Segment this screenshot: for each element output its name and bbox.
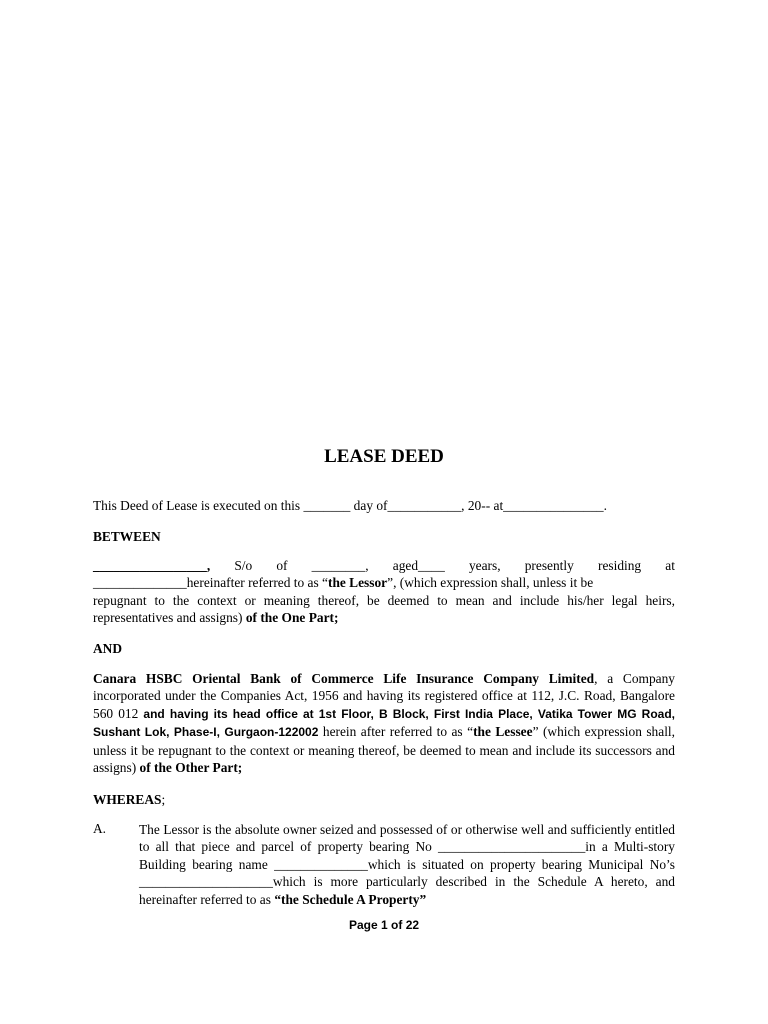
lessor-word: residing xyxy=(597,558,642,573)
lessor-name-blank: _________________, xyxy=(93,558,211,573)
other-part-label: of the Other Part; xyxy=(139,760,243,776)
lessor-line-rest xyxy=(93,592,675,627)
whereas-label: WHEREAS xyxy=(93,792,162,807)
of-word: of xyxy=(391,918,403,932)
lessor-line-2 xyxy=(93,574,675,591)
lessee-term: the Lessee xyxy=(473,724,533,740)
page-number: 1 xyxy=(380,918,388,932)
lessor-text: repugnant to the context or meaning thereof, be deemed to mean and include his/her legal heirs, representatives and assigns) xyxy=(93,592,675,626)
lessor-word: at xyxy=(665,558,675,573)
intro-paragraph: This Deed of Lease is executed on this _______ day of___________, 20-- at_______________. xyxy=(93,498,607,513)
one-part-label: of the One Part; xyxy=(245,610,339,626)
schedule-a-term: “the Schedule A Property” xyxy=(274,891,427,907)
whereas-punct: ; xyxy=(161,792,166,807)
lessor-term: the Lessor xyxy=(327,575,388,591)
lessor-word: S/o xyxy=(234,558,253,573)
head-office-text: and having its head office at 1st Floor, B Block, First India Place, Vatika Tower MG Road, Sushant Lok, Phase-I, Gurgaon-122002 xyxy=(93,706,675,740)
lessor-word: of xyxy=(276,558,288,573)
lessee-text: ” (which expression shall, unless it be repugnant to the context or meaning thereof, be deemed to mean and include its successors and assigns) xyxy=(93,724,675,776)
lessor-word: presently xyxy=(524,558,574,573)
company-name: Canara HSBC Oriental Bank of Commerce Life Insurance Company Limited xyxy=(93,671,595,686)
page-word: Page xyxy=(348,918,378,932)
lessee-text: herein after referred to as “ xyxy=(318,724,474,740)
recital-a-text xyxy=(139,821,675,908)
page-footer xyxy=(0,918,768,932)
lessor-word: years, xyxy=(468,558,501,573)
recital-a-label: A. xyxy=(93,821,107,836)
page-total: 22 xyxy=(405,918,420,932)
recital-a-body: The Lessor is the absolute owner seized and possessed of or otherwise well and sufficiently entitled to all that piece and parcel of property bearing No ______________________in a Multi-story Building bearing name ______________which is situated on property bearing Municipal No’s ____________________which is more particularly described in the Schedule A hereto, and hereinafter referred to as xyxy=(139,822,675,907)
lessor-text: ”, (which expression shall, unless it be xyxy=(387,575,594,591)
lessor-word: ________, xyxy=(311,558,369,573)
between-heading: BETWEEN xyxy=(93,529,161,544)
lessee-text: , a Company incorporated under the Companies Act, 1956 and having its registered office at 112, J.C. Road, Bangalore 560 012 xyxy=(93,671,675,721)
document-title: LEASE DEED xyxy=(324,446,444,467)
lessor-word: aged____ xyxy=(392,558,445,573)
and-heading: AND xyxy=(93,641,123,656)
lessee-paragraph xyxy=(93,670,675,776)
whereas-heading xyxy=(93,791,675,808)
lessor-text: ______________hereinafter referred to as “ xyxy=(93,575,328,591)
lessor-line-1 xyxy=(93,557,675,574)
lessor-paragraph xyxy=(93,557,675,627)
